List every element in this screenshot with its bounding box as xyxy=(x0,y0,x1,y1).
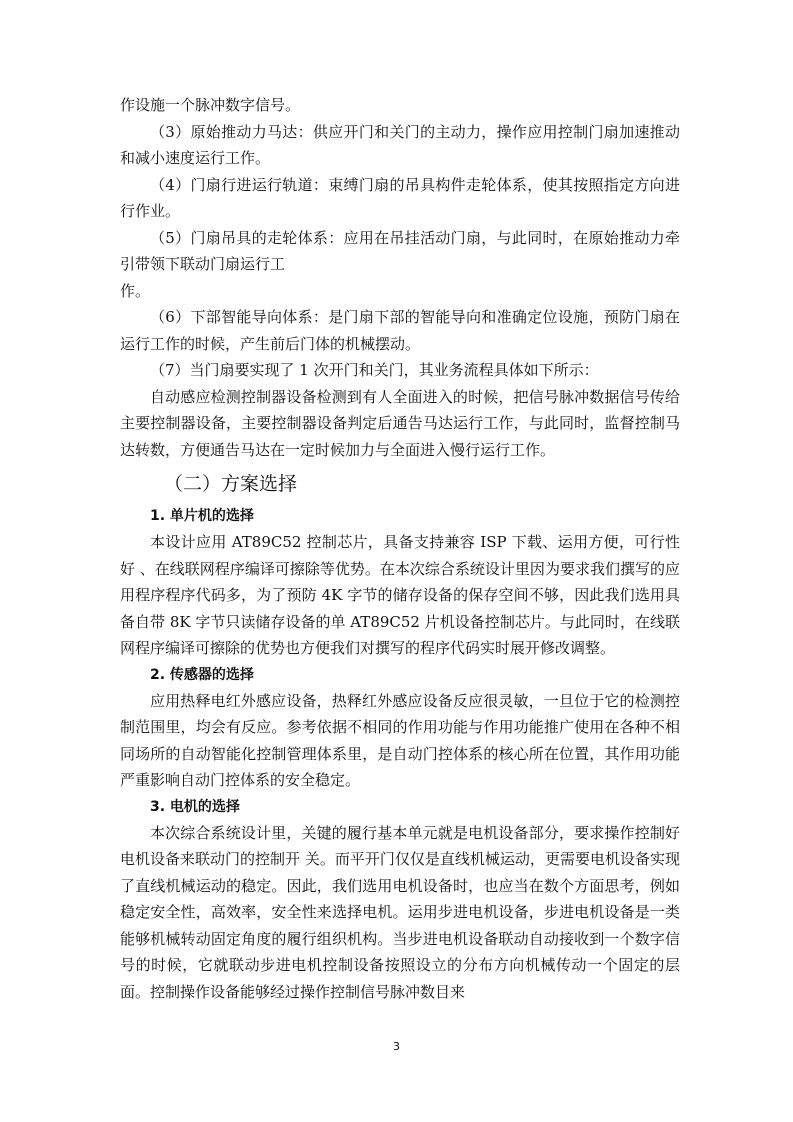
page-content xyxy=(120,92,680,1005)
paragraph: （7）当门扇要实现了 1 次开门和关门，其业务流程具体如下所示： xyxy=(150,361,599,379)
subsection-heading: 3. 电机的选择 xyxy=(150,798,240,815)
section-heading: （二）方案选择 xyxy=(164,473,298,495)
subsection-heading: 2. 传感器的选择 xyxy=(150,666,254,683)
paragraph: 自动感应检测控制器设备检测到有人全面进入的时候，把信号脉冲数据信号传给主要控制器设备，主要控制器设备判定后通告马达运行工作，与此同时，监督控制马达转数，方便通告马达在一定时候加力与全面进入慢行运行工作。 xyxy=(120,387,680,459)
subsection-sensor xyxy=(120,662,680,794)
paragraph: （5）门扇吊具的走轮体系：应用在吊挂活动门扇，与此同时，在原始推动力牵引带领下联动门扇运行工 xyxy=(120,228,680,273)
paragraph: 本设计应用 AT89C52 控制芯片，具备支持兼容 ISP 下载、运用方便，可行性好 、在线联网程序编译可擦除等优势。在本次综合系统设计里因为要求我们撰写的应用程序程序代码多，为了预防 4K 字节的储存设备的保存空间不够，因此我们选用具备自带 8K 字节只读储存设备的单 AT89C52 片机设备控制芯片。与此同时，在线联网程序编译可擦除的优势也方便我们对撰写的程序代码实时展开修改调整。 xyxy=(120,533,680,657)
intro-paragraphs xyxy=(120,92,680,463)
paragraph: （6）下部智能导向体系：是门扇下部的智能导向和准确定位设施，预防门扇在运行工作的时候，产生前后门体的机械摆动。 xyxy=(120,308,680,353)
paragraph: 作设施一个脉冲数字信号。 xyxy=(120,96,301,114)
paragraph: 本次综合系统设计里，关键的履行基本单元就是电机设备部分，要求操作控制好电机设备来联动门的控制开 关。而平开门仅仅是直线机械运动，更需要电机设备实现了直线机械运动的稳定。因此，我们选用电机设备时，也应当在数个方面思考，例如稳定安全性，高效率，安全性来选择电机。运用步进电机设备，步进电机设备是一类能够机械转动固定角度的履行组织机构。当步进电机设备联动自动接收到一个数字信号的时候，它就联动步进电机控制设备按照设立的分布方向机械传动一个固定的层面。控制操作设备能够经过操作控制信号脉冲数目来 xyxy=(120,823,680,1001)
paragraph: 作。 xyxy=(120,281,151,300)
subsection-motor xyxy=(120,794,680,1006)
page-number: 3 xyxy=(393,1040,400,1053)
paragraph: （4）门扇行进运行轨道：束缚门扇的吊具构件走轮体系，使其按照指定方向进行作业。 xyxy=(120,175,680,220)
paragraph: （3）原始推动力马达：供应开门和关门的主动力，操作应用控制门扇加速推动和减小速度运行工作。 xyxy=(120,122,680,167)
subsection-heading: 1. 单片机的选择 xyxy=(150,508,254,524)
subsection-mcu xyxy=(120,503,680,662)
paragraph: 应用热释电红外感应设备，热释红外感应设备反应很灵敏，一旦位于它的检测控制范围里，均会有反应。参考依据不相同的作用功能与作用功能推广使用在各种不相同场所的自动智能化控制管理体系里，是自动门控体系的核心所在位置，其作用功能严重影响自动门控体系的安全稳定。 xyxy=(120,691,680,789)
